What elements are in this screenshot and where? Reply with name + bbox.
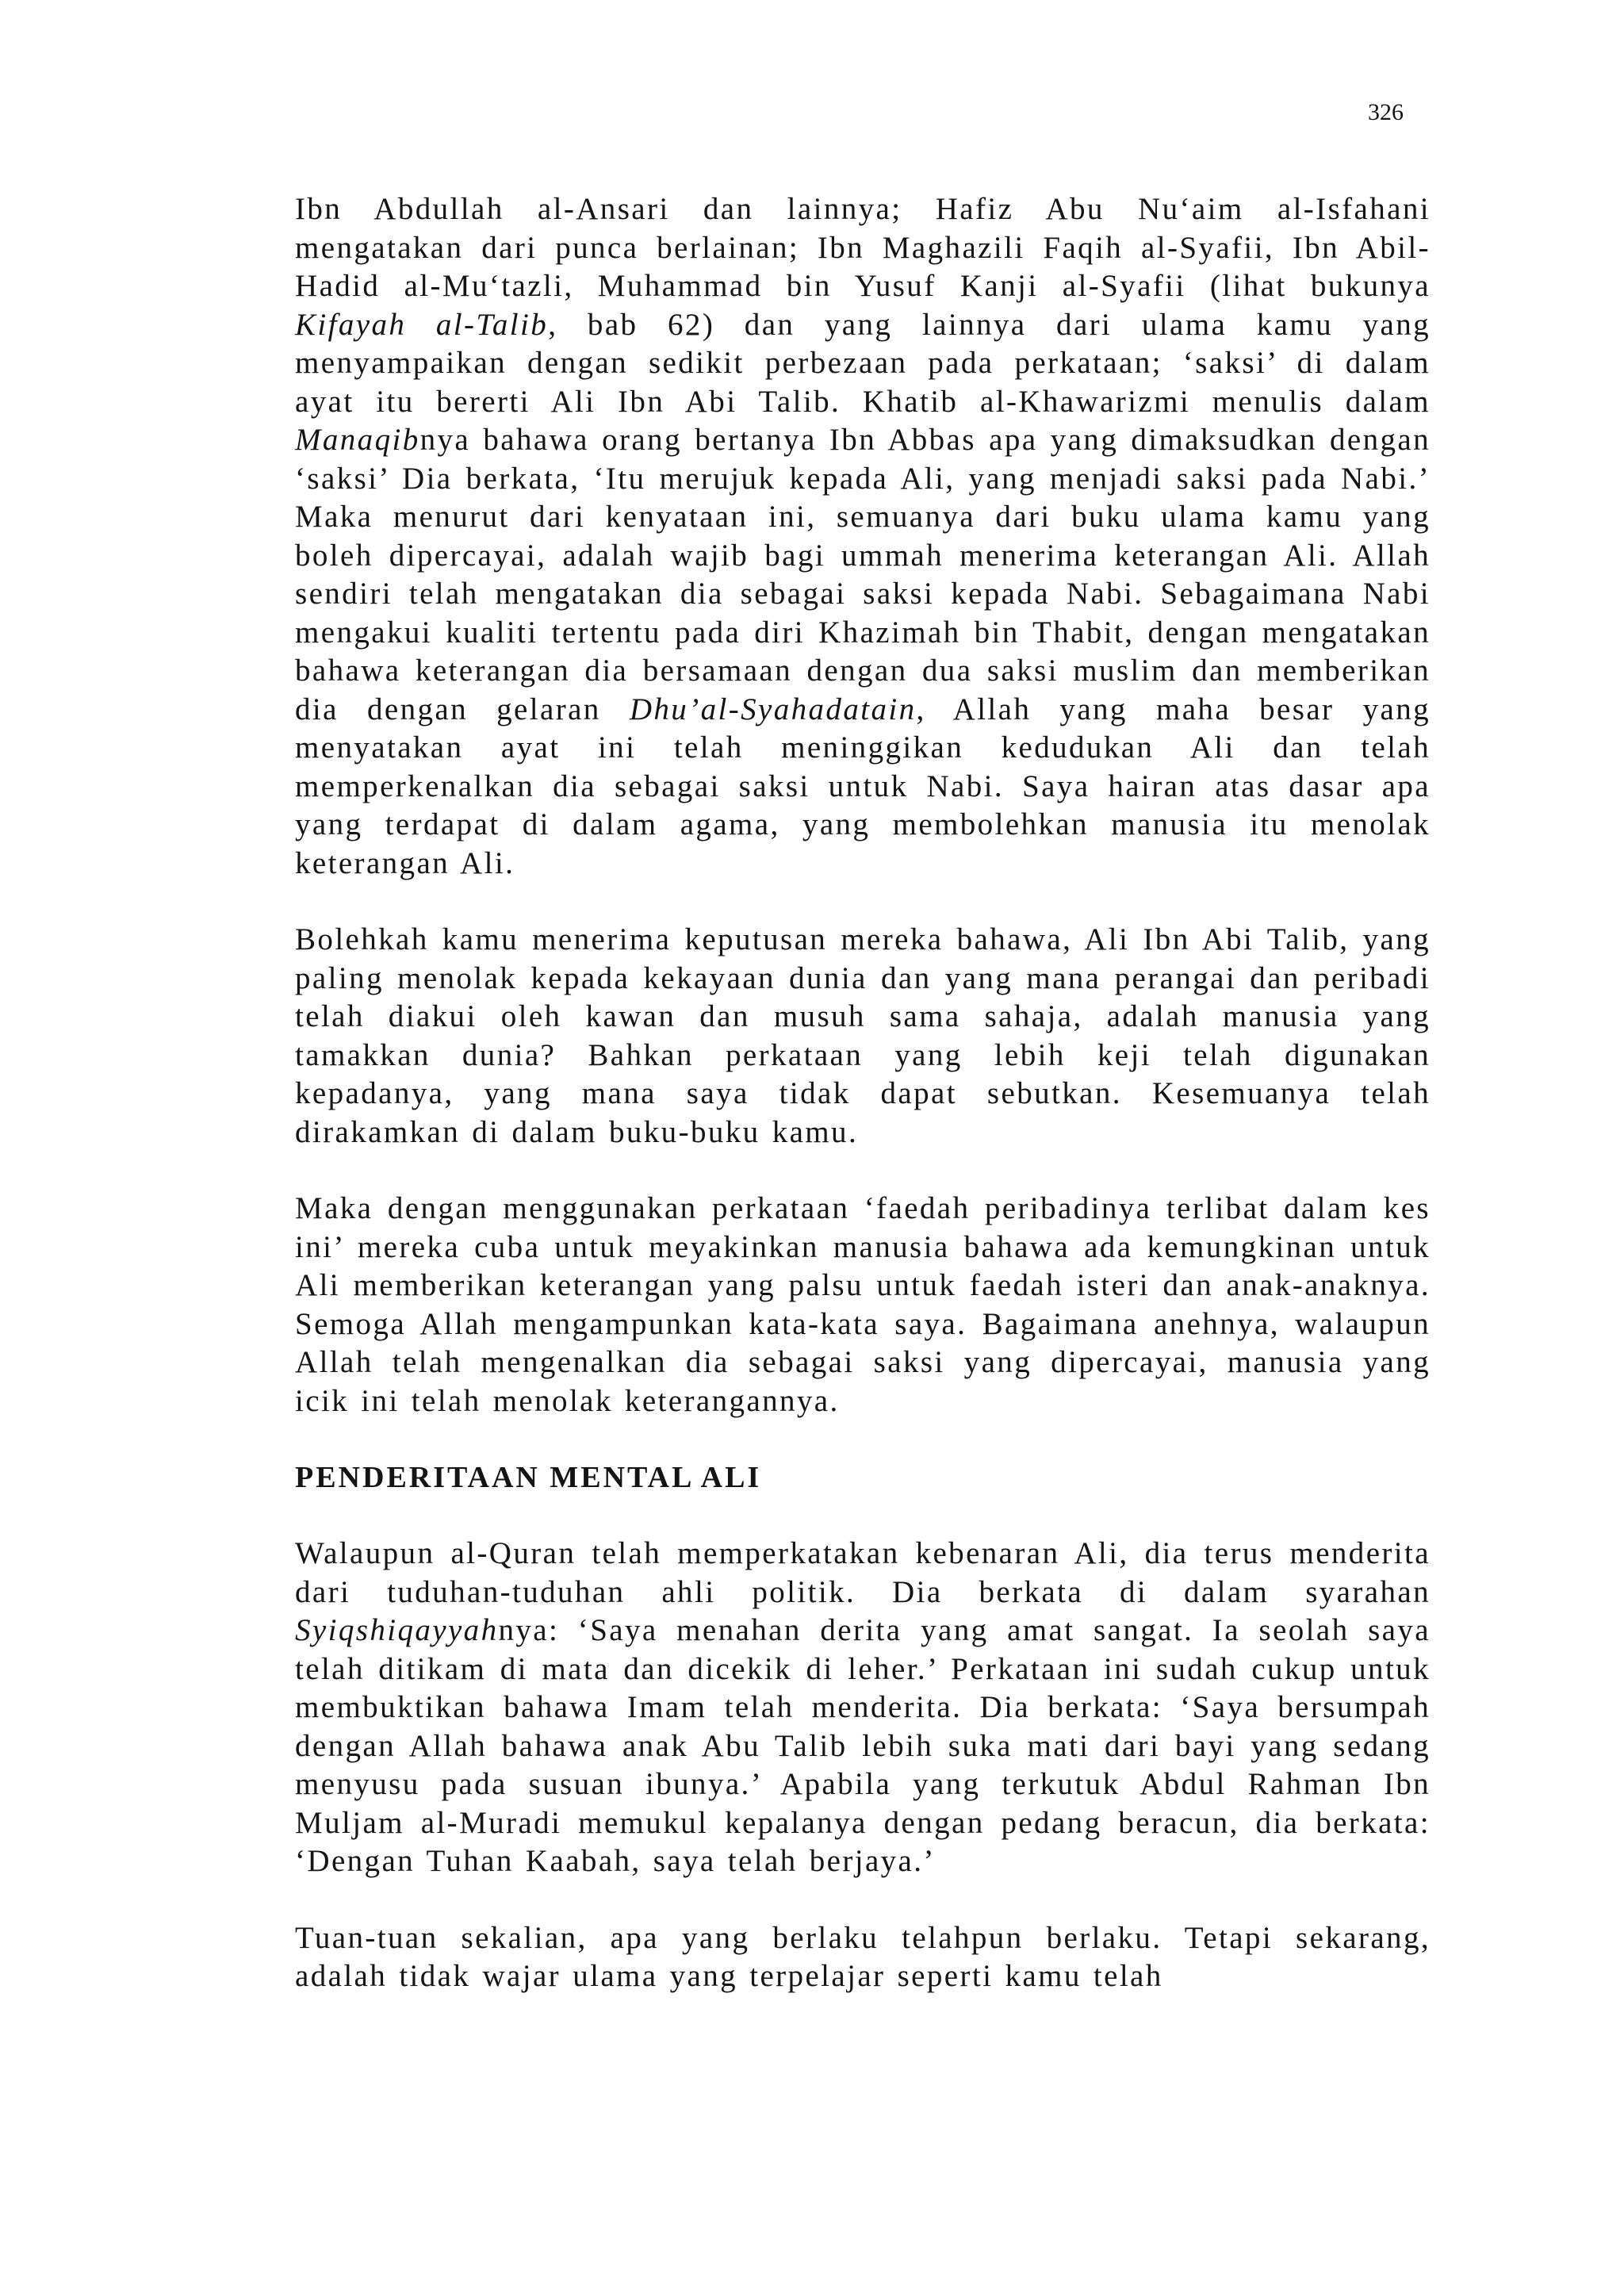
paragraph [295,190,1431,883]
paragraph-text: Walaupun al-Quran telah memperkatakan kebenaran Ali, dia terus menderita dari tuduhan-tuduhan ahli politik. Dia berkata di dalam syarahan [295,1536,1431,1609]
body-after-heading [295,1535,1431,1996]
paragraph-text: Bolehkah kamu menerima keputusan mereka bahawa, Ali Ibn Abi Talib, yang paling menolak kepada kekayaan dunia dan yang mana perangai dan peribadi telah diakui oleh kawan dan musuh sama sahaja, adalah manusia yang tamakkan dunia? Bahkan perkataan yang lebih keji telah digunakan kepadanya, yang mana saya tidak dapat sebutkan. Kesemuanya telah dirakamkan di dalam buku-buku kamu. [295,922,1431,1149]
page-content [295,190,1431,2034]
italic-title-text: Dhu’al-Syahadatain [629,692,917,726]
paragraph [295,1919,1431,1996]
body-before-heading [295,190,1431,1420]
section-heading: PENDERITAAN MENTAL ALI [295,1461,762,1494]
paragraph-text: , bab 62) dan yang lainnya dari ulama kamu yang menyampaikan dengan sedikit perbezaan pada perkataan; ‘saksi’ di dalam ayat itu bererti Ali Ibn Abi Talib. Khatib al-Khawarizmi menulis dalam [295,307,1431,419]
paragraph-text: Tuan-tuan sekalian, apa yang berlaku telahpun berlaku. Tetapi sekarang, adalah tidak wajar ulama yang terpelajar seperti kamu telah [295,1920,1431,1993]
paragraph-text: Ibn Abdullah al-Ansari dan lainnya; Hafiz Abu Nu‘aim al-Isfahani mengatakan dari punca berlainan; Ibn Maghazili Faqih al-Syafii, Ibn Abil-Hadid al-Mu‘tazli, Muhammad bin Yusuf Kanji al-Syafii (lihat bukunya [295,192,1431,303]
paragraph [295,921,1431,1152]
paragraph [295,1190,1431,1420]
italic-title-text: Manaqib [295,423,420,457]
italic-title-text: Syiqshiqayyah [295,1613,499,1647]
paragraph [295,1535,1431,1881]
paragraph-text: nya: ‘Saya menahan derita yang amat sangat. Ia seolah saya telah ditikam di mata dan dicekik di leher.’ Perkataan ini sudah cukup untuk membuktikan bahawa Imam telah menderita. Dia berkata: ‘Saya bersumpah dengan Allah bahawa anak Abu Talib lebih suka mati dari bayi yang sedang menyusu pada susuan ibunya.’ Apabila yang terkutuk Abdul Rahman Ibn Muljam al-Muradi memukul kepalanya dengan pedang beracun, dia berkata: ‘Dengan Tuhan Kaabah, saya telah berjaya.’ [295,1613,1431,1878]
paragraph-text: , Allah yang maha besar yang menyatakan ayat ini telah meninggikan kedudukan Ali dan telah memperkenalkan dia sebagai saksi untuk Nabi. Saya hairan atas dasar apa yang terdapat di dalam agama, yang membolehkan manusia itu menolak keterangan Ali. [295,692,1431,880]
italic-title-text: Kifayah al-Talib [295,307,549,342]
paragraph-text: Maka dengan menggunakan perkataan ‘faedah peribadinya terlibat dalam kes ini’ mereka cuba untuk meyakinkan manusia bahawa ada kemungkinan untuk Ali memberikan keterangan yang palsu untuk faedah isteri dan anak-anaknya. Semoga Allah mengampunkan kata-kata saya. Bagaimana anehnya, walaupun Allah telah mengenalkan dia sebagai saksi yang dipercayai, manusia yang icik ini telah menolak keterangannya. [295,1191,1431,1418]
page-number: 326 [1368,99,1404,125]
paragraph-text: nya bahawa orang bertanya Ibn Abbas apa yang dimaksudkan dengan ‘saksi’ Dia berkata, ‘Itu merujuk kepada Ali, yang menjadi saksi pada Nabi.’ Maka menurut dari kenyataan ini, semuanya dari buku ulama kamu yang boleh dipercayai, adalah wajib bagi ummah menerima keterangan Ali. Allah sendiri telah mengatakan dia sebagai saksi kepada Nabi. Sebagaimana Nabi mengakui kualiti tertentu pada diri Khazimah bin Thabit, dengan mengatakan bahawa keterangan dia bersamaan dengan dua saksi muslim dan memberikan dia dengan gelaran [295,423,1431,726]
